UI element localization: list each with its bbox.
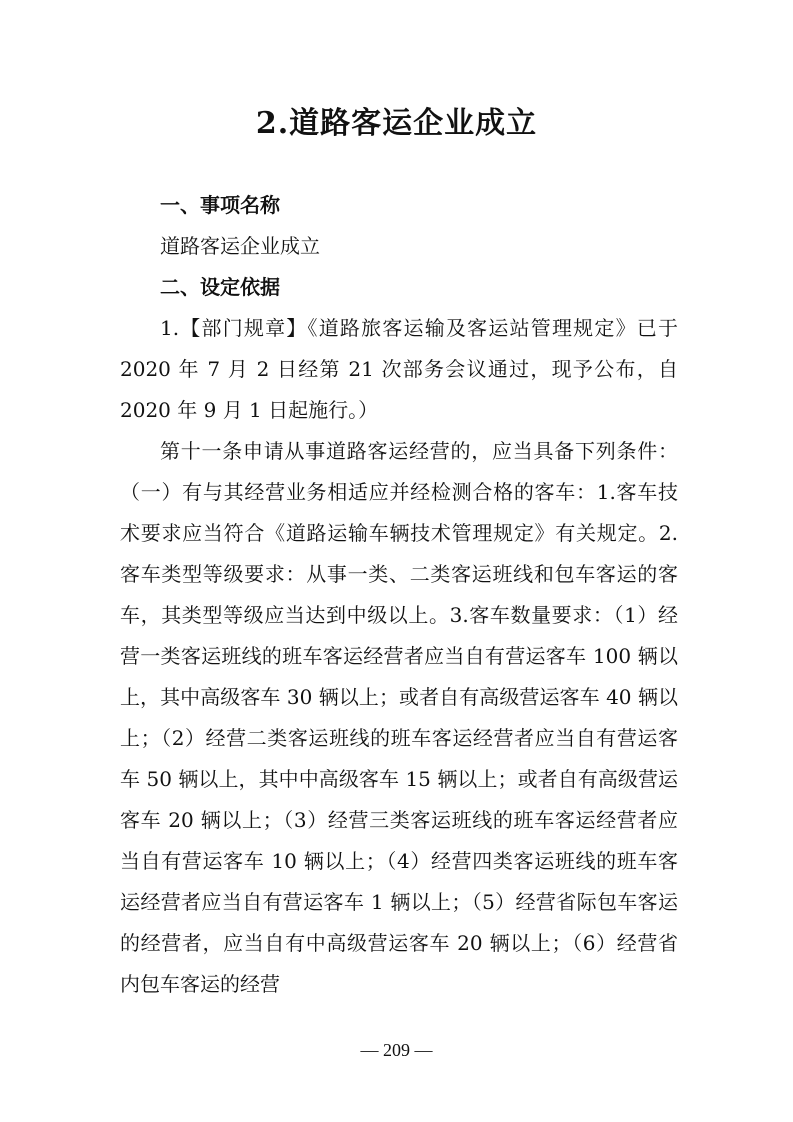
document-title: 2.道路客运企业成立 <box>255 106 538 141</box>
legal-basis-paragraph-1: 1.【部门规章】《道路旅客运输及客运站管理规定》已于 2020 年 7 月 2 日经第 21 次部务会议通过，现予公布，自 2020 年 9 月 1 日起施行。） <box>120 316 678 422</box>
page-number: — 209 — <box>360 1040 433 1060</box>
item-name-text: 道路客运企业成立 <box>160 234 320 258</box>
legal-basis-paragraph-2: 第十一条申请从事道路客运经营的，应当具备下列条件：（一）有与其经营业务相适应并经检测合格的客车：1.客车技术要求应当符合《道路运输车辆技术管理规定》有关规定。2.客车类型等级要求：从事一类、二类客运班线和包车客运的客车，其类型等级应当达到中级以上。3.客车数量要求：（1）经营一类客运班线的班车客运经营者应当自有营运客车 100 辆以上，其中高级客车 30 辆以上；或者自有高级营运客车 40 辆以上；（2）经营二类客运班线的班车客运经营者应当自有营运客车 50 辆以上，其中中高级客车 15 辆以上；或者自有高级营运客车 20 辆以上；（3）经营三类客运班线的班车客运经营者应当自有营运客车 10 辆以上；（4）经营四类客运班线的班车客运经营者应当自有营运客车 1 辆以上；（5）经营省际包车客运的经营者，应当自有中高级营运客车 20 辆以上；（6）经营省内包车客运的经营 <box>120 439 678 996</box>
section-heading-item-name: 一、事项名称 <box>160 193 280 217</box>
section-heading-legal-basis: 二、设定依据 <box>160 275 280 299</box>
document-body <box>120 185 678 1005</box>
